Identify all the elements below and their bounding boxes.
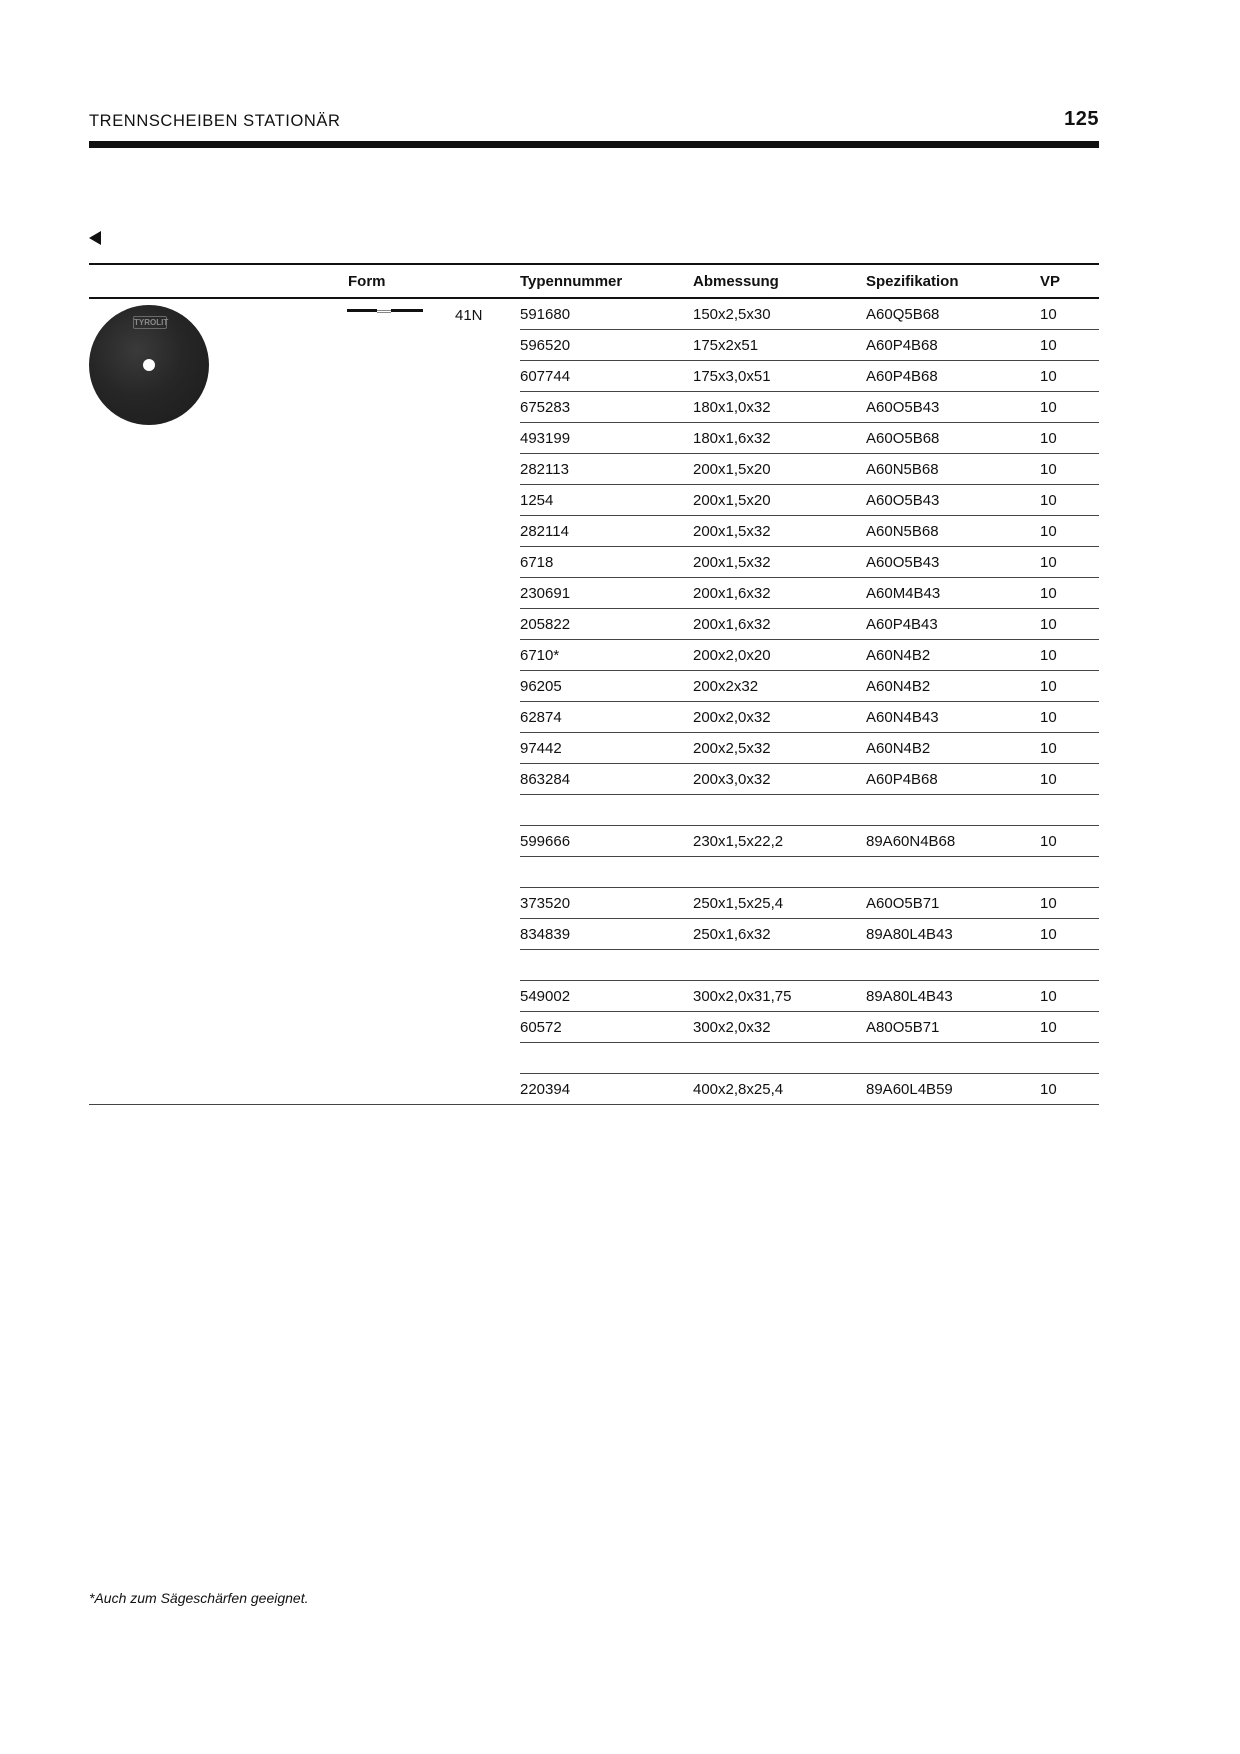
disc-profile-41N-icon (347, 309, 423, 313)
table-row (520, 950, 1099, 981)
cell-typennummer: 97442 (520, 740, 562, 757)
table-row (520, 1074, 1099, 1104)
cell-abmessung: 300x2,0x31,75 (693, 988, 792, 1005)
cell-spezifikation: A60O5B43 (866, 399, 940, 416)
cell-typennummer: 599666 (520, 833, 571, 850)
table-header-row (89, 263, 1099, 299)
cell-vp: 10 (1040, 430, 1057, 447)
cell-typennummer: 205822 (520, 616, 571, 633)
cell-typennummer: 282114 (520, 523, 569, 540)
cell-spezifikation: A80O5B71 (866, 1019, 940, 1036)
form-code: 41N (455, 307, 483, 324)
cell-abmessung: 180x1,6x32 (693, 430, 771, 447)
table-row (520, 795, 1099, 826)
table-row (520, 1012, 1099, 1043)
table-row (520, 485, 1099, 516)
cell-spezifikation: A60O5B43 (866, 492, 940, 509)
header-rule (89, 141, 1099, 148)
table-row (520, 516, 1099, 547)
table-row (520, 826, 1099, 857)
cell-typennummer: 596520 (520, 337, 571, 354)
table-row (520, 1043, 1099, 1074)
cell-typennummer: 96205 (520, 678, 562, 695)
cell-spezifikation: A60P4B43 (866, 616, 938, 633)
cell-spezifikation: A60P4B68 (866, 337, 938, 354)
cell-spezifikation: A60N4B43 (866, 709, 939, 726)
cell-vp: 10 (1040, 740, 1057, 757)
cell-abmessung: 180x1,0x32 (693, 399, 771, 416)
cell-vp: 10 (1040, 926, 1057, 943)
table-row (520, 981, 1099, 1012)
cell-spezifikation: A60P4B68 (866, 368, 938, 385)
table-row (520, 733, 1099, 764)
table-row (520, 392, 1099, 423)
cell-abmessung: 150x2,5x30 (693, 306, 771, 323)
table-row (520, 609, 1099, 640)
cell-typennummer: 220394 (520, 1081, 571, 1098)
table-row (520, 671, 1099, 702)
cell-abmessung: 200x1,6x32 (693, 585, 771, 602)
column-header-form: Form (348, 273, 386, 290)
cell-typennummer: 591680 (520, 306, 571, 323)
cell-abmessung: 200x3,0x32 (693, 771, 771, 788)
cell-spezifikation: A60Q5B68 (866, 306, 940, 323)
cell-vp: 10 (1040, 647, 1057, 664)
cell-abmessung: 250x1,6x32 (693, 926, 771, 943)
cell-spezifikation: A60O5B71 (866, 895, 940, 912)
cell-vp: 10 (1040, 709, 1057, 726)
cell-typennummer: 1254 (520, 492, 554, 509)
table-row (520, 454, 1099, 485)
cell-vp: 10 (1040, 399, 1057, 416)
cell-spezifikation: A60N4B2 (866, 647, 931, 664)
table-row (520, 547, 1099, 578)
product-table (89, 263, 1099, 1105)
cell-typennummer: 282113 (520, 461, 569, 478)
cell-spezifikation: A60P4B68 (866, 771, 938, 788)
cell-vp: 10 (1040, 492, 1057, 509)
cutting-disc-image (89, 305, 209, 425)
cell-abmessung: 200x2,0x20 (693, 647, 771, 664)
cell-abmessung: 250x1,5x25,4 (693, 895, 784, 912)
column-header-abmessung: Abmessung (693, 273, 779, 290)
cell-typennummer: 834839 (520, 926, 571, 943)
cell-typennummer: 493199 (520, 430, 571, 447)
table-row (520, 764, 1099, 795)
cell-vp: 10 (1040, 833, 1057, 850)
cell-typennummer: 62874 (520, 709, 562, 726)
cell-spezifikation: 89A80L4B43 (866, 988, 953, 1005)
cell-abmessung: 400x2,8x25,4 (693, 1081, 784, 1098)
cell-vp: 10 (1040, 678, 1057, 695)
table-rows (520, 299, 1099, 1104)
table-row (520, 888, 1099, 919)
cell-abmessung: 200x2,5x32 (693, 740, 771, 757)
column-header-spezifikation: Spezifikation (866, 273, 959, 290)
cell-spezifikation: A60O5B43 (866, 554, 940, 571)
cell-vp: 10 (1040, 554, 1057, 571)
cell-vp: 10 (1040, 616, 1057, 633)
footnote: *Auch zum Sägeschärfen geeignet. (89, 1590, 309, 1606)
table-row (520, 919, 1099, 950)
cell-spezifikation: 89A80L4B43 (866, 926, 953, 943)
cell-typennummer: 373520 (520, 895, 571, 912)
cell-typennummer: 549002 (520, 988, 571, 1005)
cell-vp: 10 (1040, 368, 1057, 385)
cell-spezifikation: A60N5B68 (866, 461, 939, 478)
triangle-left-icon[interactable] (89, 231, 101, 245)
cell-vp: 10 (1040, 988, 1057, 1005)
table-row (520, 423, 1099, 454)
cell-typennummer: 60572 (520, 1019, 562, 1036)
cell-typennummer: 607744 (520, 368, 571, 385)
cell-spezifikation: 89A60N4B68 (866, 833, 956, 850)
disc-brand-label: TYROLIT (134, 318, 169, 327)
cell-typennummer: 863284 (520, 771, 571, 788)
cell-abmessung: 175x3,0x51 (693, 368, 771, 385)
cell-abmessung: 200x2x32 (693, 678, 759, 695)
cell-vp: 10 (1040, 585, 1057, 602)
cell-abmessung: 200x2,0x32 (693, 709, 771, 726)
cell-spezifikation: A60N4B2 (866, 740, 931, 757)
table-row (520, 299, 1099, 330)
column-header-vp: VP (1040, 273, 1061, 290)
cell-abmessung: 230x1,5x22,2 (693, 833, 784, 850)
page-number: 125 (1064, 108, 1099, 130)
cell-abmessung: 200x1,5x20 (693, 461, 771, 478)
cell-vp: 10 (1040, 337, 1057, 354)
cell-typennummer: 6710* (520, 647, 560, 664)
cell-vp: 10 (1040, 1019, 1057, 1036)
cell-typennummer: 230691 (520, 585, 571, 602)
cell-abmessung: 200x1,5x32 (693, 523, 771, 540)
cell-abmessung: 300x2,0x32 (693, 1019, 771, 1036)
table-body (89, 299, 1099, 1105)
cell-spezifikation: A60O5B68 (866, 430, 940, 447)
table-row (520, 857, 1099, 888)
cell-abmessung: 175x2x51 (693, 337, 759, 354)
table-row (520, 702, 1099, 733)
cell-abmessung: 200x1,5x20 (693, 492, 771, 509)
cell-spezifikation: A60N4B2 (866, 678, 931, 695)
cell-typennummer: 675283 (520, 399, 571, 416)
column-header-typennummer: Typennummer (520, 273, 623, 290)
cell-abmessung: 200x1,6x32 (693, 616, 771, 633)
table-row (520, 361, 1099, 392)
cell-vp: 10 (1040, 461, 1057, 478)
disc-center-hole (143, 359, 155, 371)
cell-vp: 10 (1040, 523, 1057, 540)
header-title: TRENNSCHEIBEN STATIONÄR (89, 112, 341, 130)
cell-abmessung: 200x1,5x32 (693, 554, 771, 571)
cell-spezifikation: A60N5B68 (866, 523, 939, 540)
table-row (520, 640, 1099, 671)
cell-spezifikation: A60M4B43 (866, 585, 941, 602)
cell-vp: 10 (1040, 895, 1057, 912)
table-row (520, 330, 1099, 361)
cell-vp: 10 (1040, 306, 1057, 323)
cell-spezifikation: 89A60L4B59 (866, 1081, 953, 1098)
table-row (520, 578, 1099, 609)
cell-vp: 10 (1040, 1081, 1057, 1098)
cell-typennummer: 6718 (520, 554, 554, 571)
cell-vp: 10 (1040, 771, 1057, 788)
